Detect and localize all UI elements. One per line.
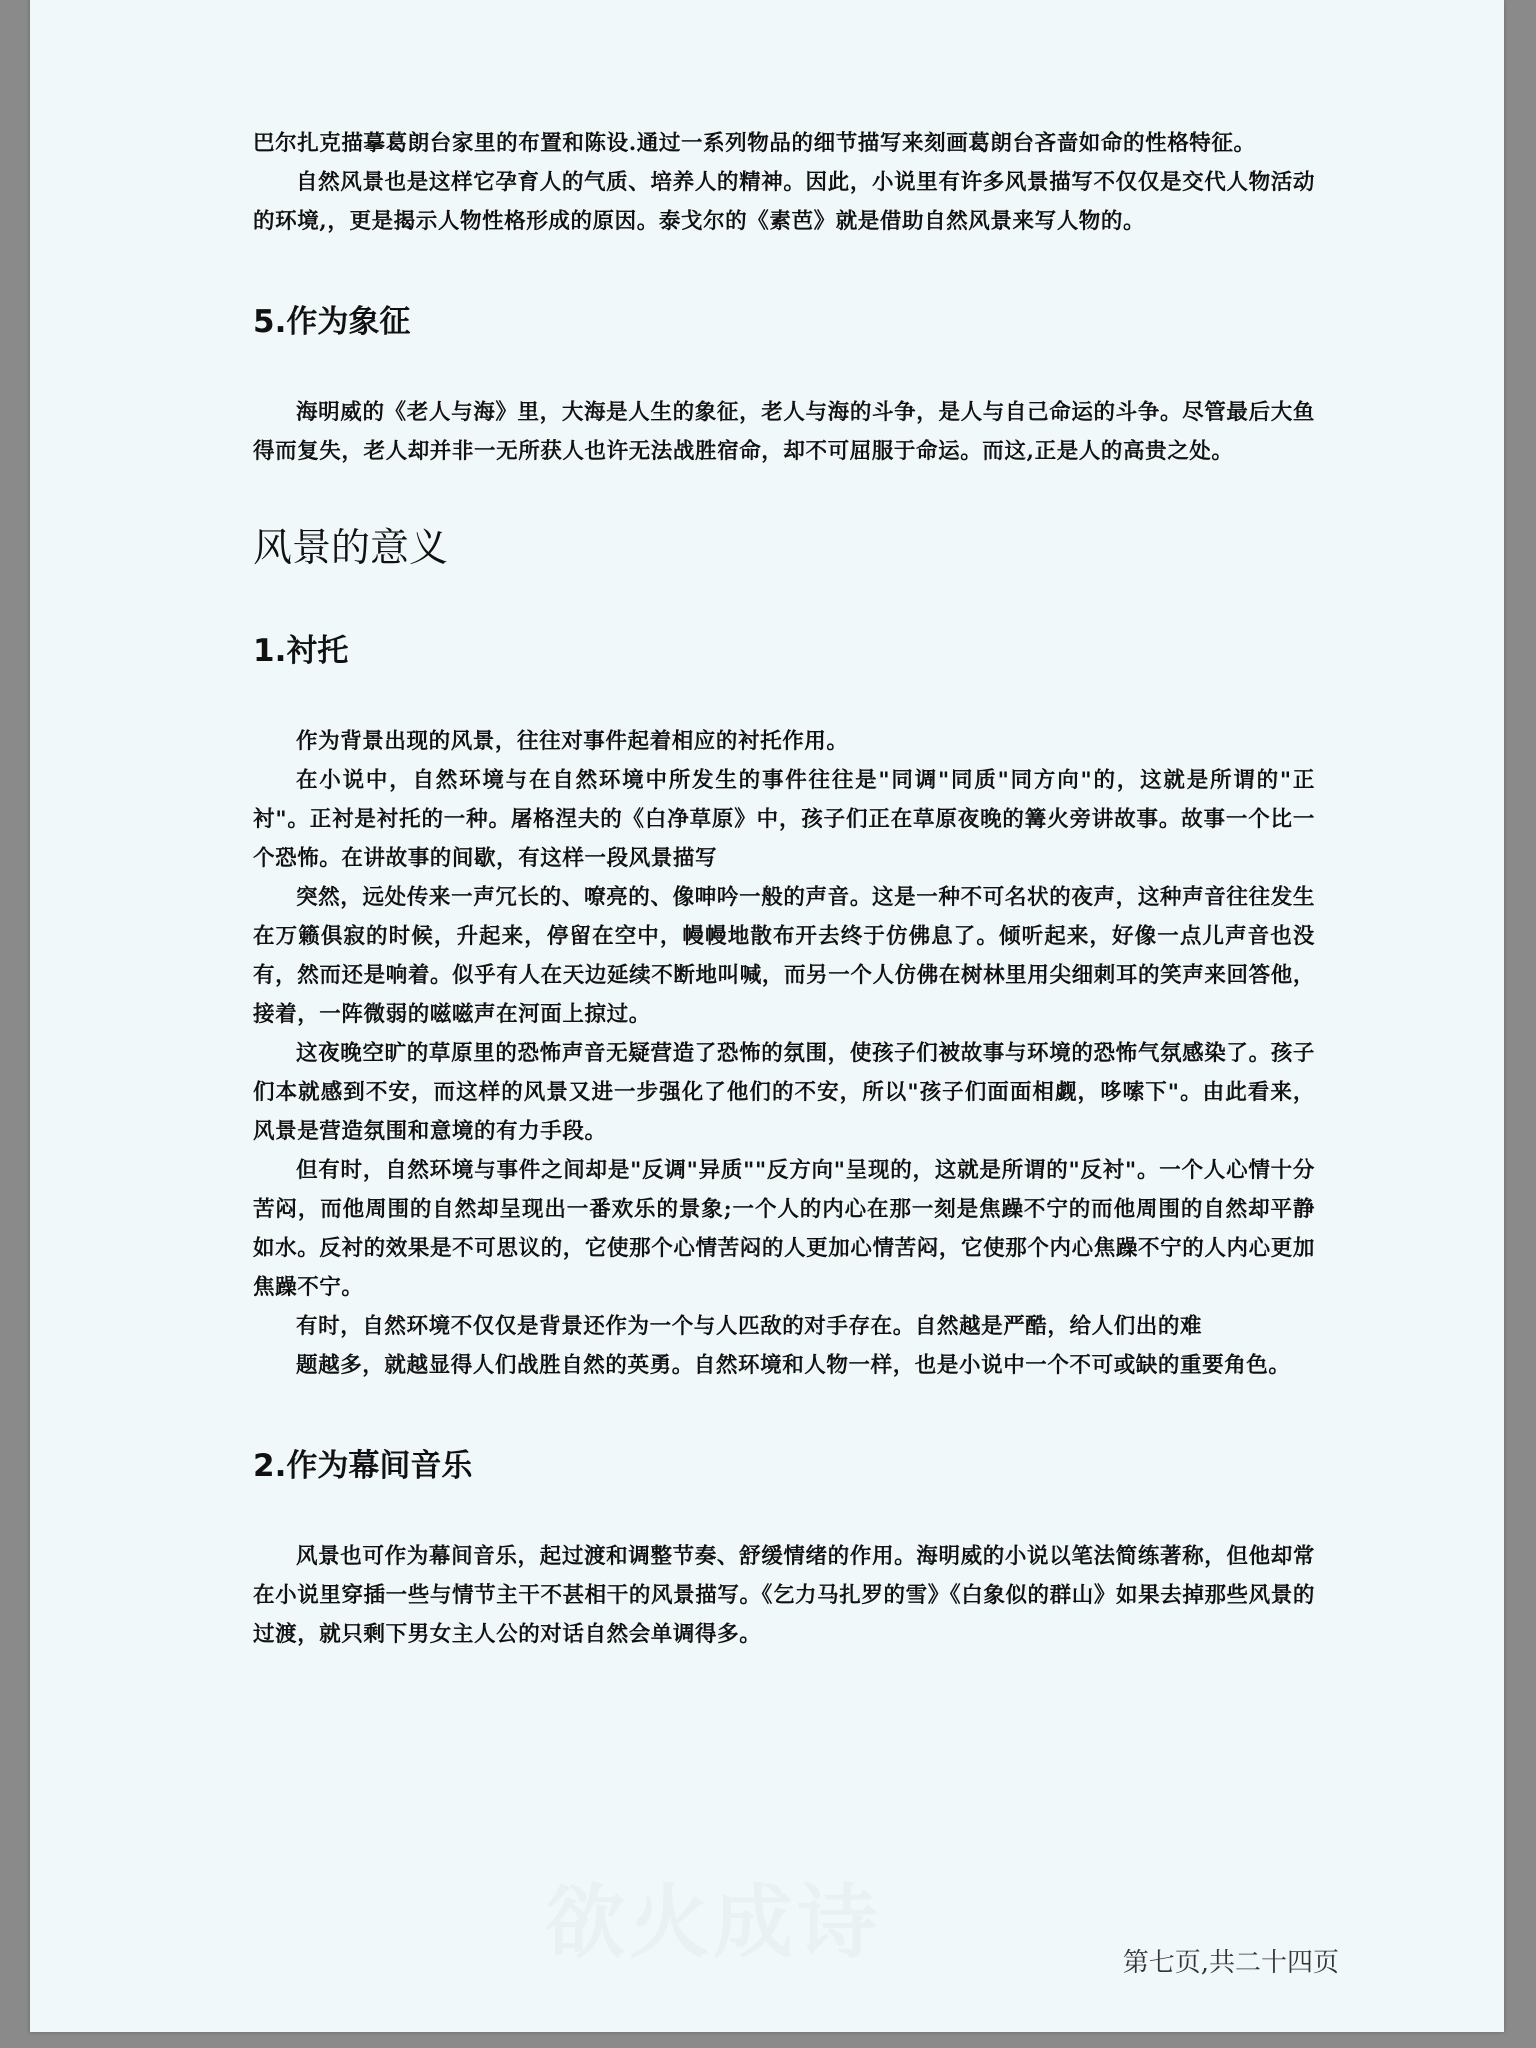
section-heading-interlude: 2.作为幕间音乐 bbox=[253, 1448, 473, 1484]
paragraph: 风景也可作为幕间音乐，起过渡和调整节奏、舒缓情绪的作用。海明威的小说以笔法简练著称，但他却常在小说里穿插一些与情节主干不甚相干的风景描写。《乞力马扎罗的雪》《白象似的群山》如果去掉那些风景的过渡，就只剩下男女主人公的对话自然会单调得多。 bbox=[253, 1544, 1315, 1647]
paragraph: 突然，远处传来一声冗长的、嘹亮的、像呻吟一般的声音。这是一种不可名状的夜声，这种声音往往发生在万籁俱寂的时候，升起来，停留在空中，幔幔地散布开去终于仿佛息了。倾听起来，好像一点儿声音也没有，然而还是响着。似乎有人在天边延续不断地叫喊，而另一个人仿佛在树林里用尖细刺耳的笑声来回答他，接着，一阵微弱的嗞嗞声在河面上掠过。 bbox=[253, 885, 1315, 1027]
paragraph: 题越多，就越显得人们战胜自然的英勇。自然环境和人物一样，也是小说中一个不可或缺的重要角色。 bbox=[296, 1353, 1291, 1378]
section-heading-contrast: 1.衬托 bbox=[253, 633, 349, 669]
document-page bbox=[30, 0, 1504, 2032]
paragraph: 有时，自然环境不仅仅是背景还作为一个与人匹敌的对手存在。自然越是严酷，给人们出的难 bbox=[296, 1314, 1203, 1339]
paragraph: 自然风景也是这样它孕育人的气质、培养人的精神。因此，小说里有许多风景描写不仅仅是交代人物活动的环境,，更是揭示人物性格形成的原因。泰戈尔的《素芭》就是借助自然风景来写人物的。 bbox=[253, 170, 1315, 234]
watermark: 欲火成诗 bbox=[545, 1876, 881, 1969]
page-content bbox=[253, 124, 1315, 1654]
chapter-title: 风景的意义 bbox=[253, 526, 449, 571]
section-body-contrast bbox=[253, 722, 1315, 1385]
paragraph: 在小说中，自然环境与在自然环境中所发生的事件往往是"同调"同质"同方向"的，这就是所谓的"正衬"。正衬是衬托的一种。屠格涅夫的《白净草原》中，孩子们正在草原夜晚的篝火旁讲故事。故事一个比一个恐怖。在讲故事的间歇，有这样一段风景描写 bbox=[253, 768, 1315, 871]
paragraph: 这夜晚空旷的草原里的恐怖声音无疑营造了恐怖的氛围，使孩子们被故事与环境的恐怖气氛感染了。孩子们本就感到不安，而这样的风景又进一步强化了他们的不安，所以"孩子们面面相觑，哆嗦下"。由此看来，风景是营造氛围和意境的有力手段。 bbox=[253, 1041, 1315, 1144]
paragraph: 海明威的《老人与海》里，大海是人生的象征，老人与海的斗争，是人与自己命运的斗争。尽管最后大鱼得而复失，老人却并非一无所获人也许无法战胜宿命，却不可屈服于命运。而这,正是人的高贵之处。 bbox=[253, 400, 1315, 464]
paragraph: 巴尔扎克描摹葛朗台家里的布置和陈设.通过一系列物品的细节描写来刻画葛朗台吝啬如命的性格特征。 bbox=[253, 131, 1256, 156]
paragraph: 作为背景出现的风景，往往对事件起着相应的衬托作用。 bbox=[296, 729, 849, 754]
page-number-footer: 第七页,共二十四页 bbox=[1122, 1948, 1339, 1978]
section-heading-symbol: 5.作为象征 bbox=[253, 304, 411, 340]
paragraph: 但有时，自然环境与事件之间却是"反调"异质""反方向"呈现的，这就是所谓的"反衬"。一个人心情十分苦闷，而他周围的自然却呈现出一番欢乐的景象;一个人的内心在那一刻是焦躁不宁的而他周围的自然却平静如水。反衬的效果是不可思议的，它使那个心情苦闷的人更加心情苦闷，它使那个内心焦躁不宁的人内心更加焦躁不宁。 bbox=[253, 1158, 1315, 1300]
